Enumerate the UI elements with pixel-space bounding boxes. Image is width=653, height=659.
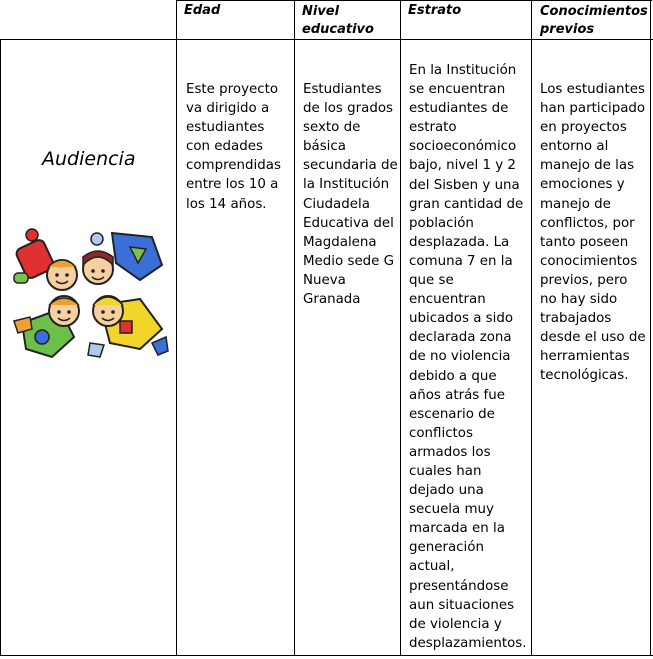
- cell-conocimientos-previos: Los estudiantes han participado en proyectos entorno al manejo de las emociones y manejo de conflictos, por tanto poseen conocimientos previos, pero no hay sido trabajados desde el uso de herramientas tecnológicas.: [540, 82, 646, 384]
- table-border-right: [650, 0, 651, 656]
- cell-nivel-educativo: Estudiantes de los grados sexto de básica secundaria de la Institución Ciudadela Educativa del Magdalena Medio sede G Nueva Granada: [303, 82, 398, 308]
- cell-edad: Este proyecto va dirigido a estudiantes con edades comprendidas entre los 10 a los 14 años.: [186, 82, 281, 212]
- header-estrato: Estrato: [408, 3, 462, 18]
- children-circle-icon: [12, 225, 172, 370]
- table-header-divider: [0, 39, 653, 40]
- cell-estrato: En la Institución se encuentran estudiantes de estrato socioeconómico bajo, nivel 1 y 2 del Sisben y una gran cantidad de población desplazada. La comuna 7 en la que se encuentran ubicados a sido declarada zona de no violencia debido a que años atrás fue escenario de conflictos armados los cuales han dejado una secuela muy marcada en la generación actual, presentándose aun situaciones de violencia y desplazamientos.: [409, 63, 527, 651]
- table-col-divider-1: [176, 0, 177, 656]
- header-conocimientos-previos: Conocimientos previos: [540, 4, 648, 37]
- header-nivel-educativo: Nivel educativo: [302, 4, 374, 37]
- table-col-divider-4: [531, 0, 532, 656]
- table-col-divider-3: [400, 0, 401, 656]
- table-border-left: [0, 39, 1, 656]
- table-border-top: [176, 0, 652, 1]
- table-col-divider-2: [294, 0, 295, 656]
- row-label-audiencia: Audiencia: [42, 148, 136, 170]
- header-edad: Edad: [184, 3, 221, 18]
- table-border-bottom: [0, 655, 653, 656]
